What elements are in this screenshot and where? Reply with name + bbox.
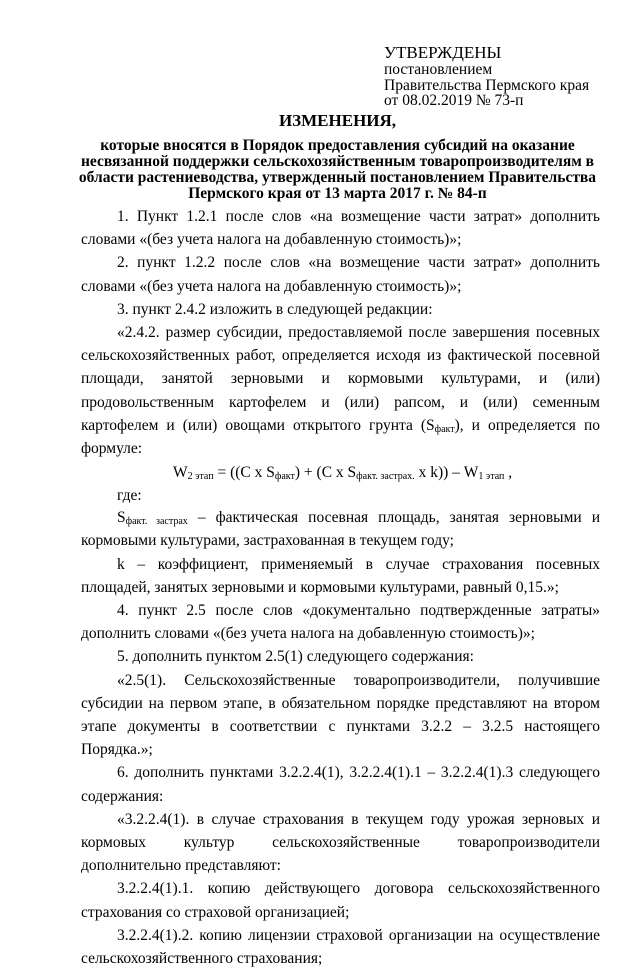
approval-title: УТВЕРЖДЕНЫ — [384, 43, 502, 62]
paragraph-4: 4. пункт 2.5 после слов «документально подтвержденные затраты» дополнить словами «(без учета налога на добавленную стоимость)»; — [81, 602, 600, 643]
approval-date-number: от 08.02.2019 № 73-п — [384, 92, 524, 109]
approval-line-2: постановлением — [384, 61, 493, 78]
definition-s-symbol: S — [117, 509, 126, 527]
paragraph-2-4-2-text-b: ), и определяется по формуле: — [81, 416, 600, 458]
paragraph-3-2-2-4-1-1: 3.2.2.4(1).1. копию действующего договора сельскохозяйственного страхования со страховой организацией; — [81, 880, 600, 921]
formula-part-1: = ((С x S — [213, 464, 275, 482]
paragraph-5: 5. дополнить пунктом 2.5(1) следующего содержания: — [117, 648, 474, 666]
formula-w1-sub: 1 этап — [478, 471, 505, 483]
formula-part-4: , — [504, 464, 513, 482]
paragraph-3-2-2-4-1-2: 3.2.2.4(1).2. копию лицензии страховой организации на осуществление сельскохозяйственного страхования; — [81, 926, 600, 968]
paragraph-2-4-2-text-a: «2.4.2. размер субсидии, предоставляемой после завершения посевных сельскохозяйственных работ, определяется исходя из фактической посевной площади, занятой зерновыми и кормовыми культурами, и (или) продовольственным картофелем и (или) рапсом, и (или) семенным картофелем и (или) овощами открытого грунта (S — [81, 324, 600, 434]
document-subtitle: которые вносятся в Порядок предоставления субсидий на оказание несвязанной поддержки сельскохозяйственным товаропроизводителям в области растениеводства, утвержденный постановлением Правительства Пермского края от 13 марта 2017 г. № 84-п — [78, 137, 597, 202]
paragraph-1: 1. Пункт 1.2.1 после слов «на возмещение части затрат» дополнить словами «(без учета налога на добавленную стоимость)»; — [81, 208, 600, 249]
document-heading: ИЗМЕНЕНИЯ, — [278, 111, 397, 130]
definition-k: k – коэффициент, применяемый в случае страхования посевных площадей, занятых зерновыми и кормовыми культурами, равный 0,15.»; — [81, 555, 600, 596]
formula-part-3: x k)) – W — [414, 464, 479, 482]
definition-s-insured — [81, 506, 600, 552]
formula-part-2: ) + (С x S — [294, 464, 357, 482]
paragraph-6: 6. дополнить пунктами 3.2.2.4(1), 3.2.2.4(1).1 – 3.2.2.4(1).3 следующего содержания: — [81, 764, 600, 805]
approval-line-3: Правительства Пермского края — [384, 76, 590, 94]
paragraph-2-4-2 — [81, 321, 600, 460]
definition-s-subscript: факт. застрах — [125, 516, 188, 528]
document-title-block — [70, 113, 605, 202]
s-fact-subscript: факт — [434, 423, 455, 435]
document-body — [81, 205, 600, 970]
formula-w-sub: 2 этап — [187, 471, 214, 483]
formula-w: W — [173, 464, 188, 482]
definition-s-text: – фактическая посевная площадь, занятая зерновыми и кормовыми культурами, застрахованная в текущем году; — [81, 509, 600, 550]
formula-s2-sub: факт. застрах. — [356, 471, 415, 483]
where-label: где: — [117, 487, 142, 505]
formula-s1-sub: факт — [274, 471, 295, 483]
paragraph-3: 3. пункт 2.4.2 изложить в следующей редакции: — [117, 300, 433, 318]
subsidy-formula — [81, 460, 600, 486]
paragraph-2-5-1: «2.5(1). Сельскохозяйственные товаропроизводители, получившие субсидии на первом этапе, в обязательном порядке представляют на втором этапе документы в соответствии с пунктами 3.2.2 – 3.2.5 настоящего Порядка.»; — [81, 671, 600, 759]
paragraph-2: 2. пункт 1.2.2 после слов «на возмещение части затрат» дополнить словами «(без учета налога на добавленную стоимость)»; — [81, 254, 600, 295]
approval-stamp — [384, 44, 624, 109]
paragraph-3-2-2-4-1: «3.2.2.4(1). в случае страхования в текущем году урожая зерновых и кормовых культур сельскохозяйственные товаропроизводители дополнительно представляют: — [81, 810, 600, 875]
